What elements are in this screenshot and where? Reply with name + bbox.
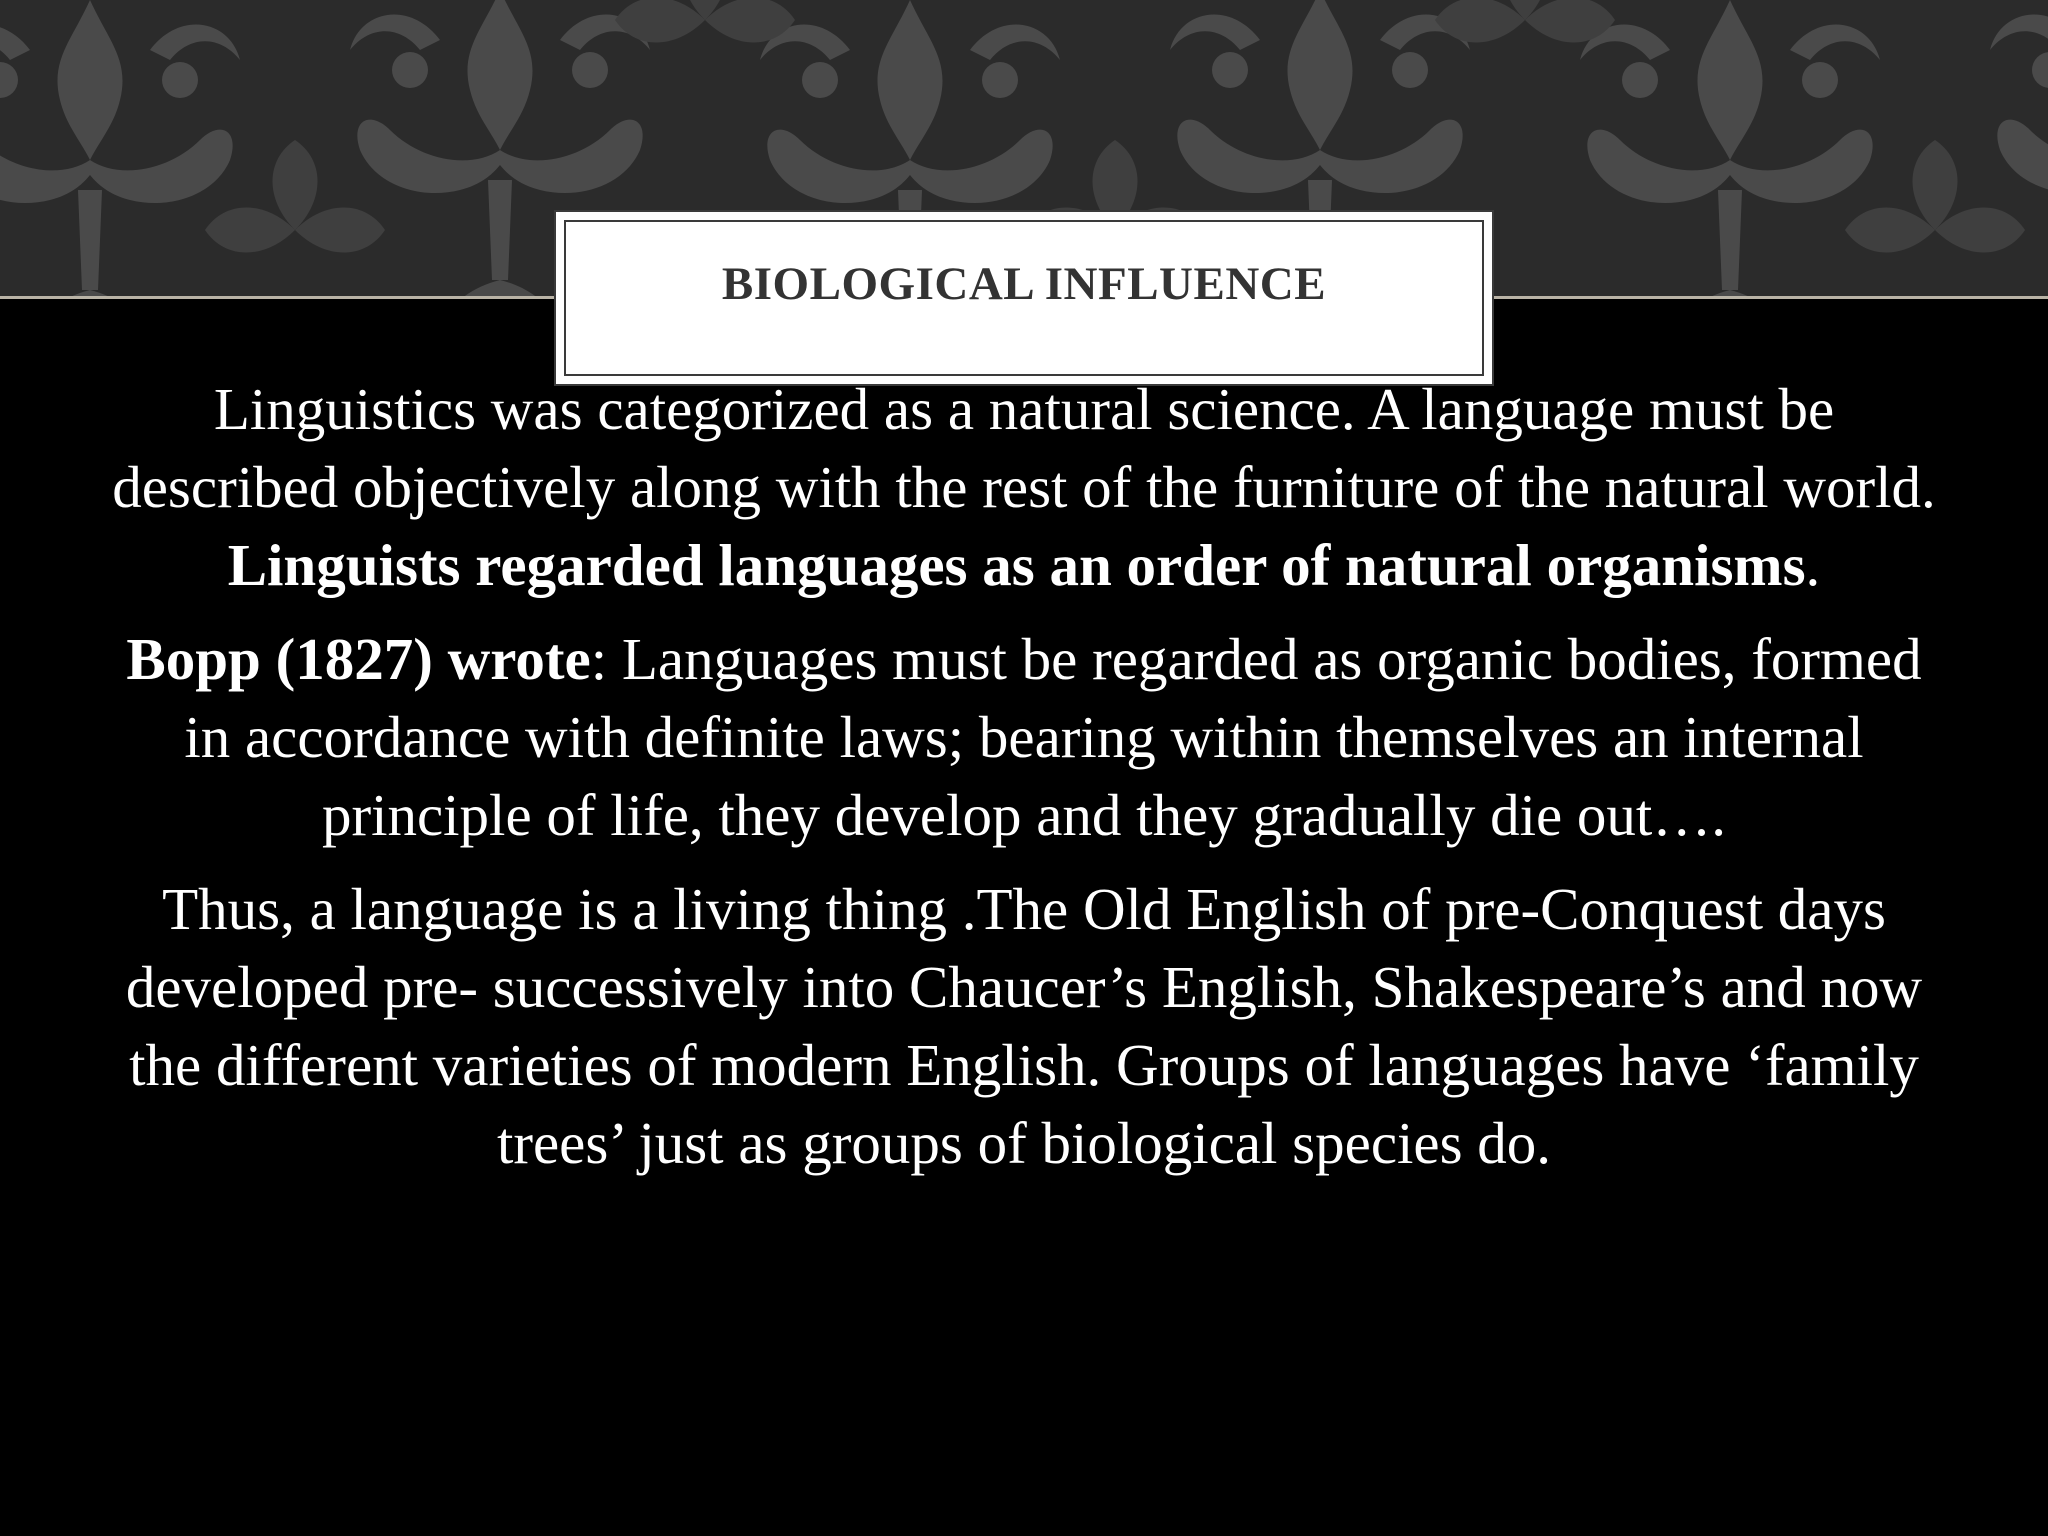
text-segment: . <box>1805 532 1821 598</box>
title-box <box>554 210 1494 386</box>
text-segment: Thus, a language is a living thing .The Old English of pre-Conquest days developed pre- successively into Chaucer’s English, Shakespeare’s and now the different varieties of modern English. Groups of languages have ‘family trees’ just as groups of biological species do. <box>125 876 1923 1176</box>
body-paragraph <box>100 870 1948 1182</box>
title-box-inner-frame <box>564 220 1484 376</box>
text-segment: : Languages must be regarded as organic bodies, formed in accordance with definite laws; bearing within themselves an internal principle of life, they develop and they gradually die out…. <box>184 626 1922 848</box>
text-segment: Linguistics was categorized as a natural science. A language must be described objectively along with the rest of the furniture of the natural world. <box>112 376 1936 520</box>
body-paragraph <box>100 620 1948 854</box>
bold-text-segment: Linguists regarded languages as an order of natural organisms <box>227 532 1806 598</box>
body-paragraph <box>100 370 1948 604</box>
slide-body <box>100 370 1948 1198</box>
bold-text-segment: Bopp (1827) wrote <box>126 626 591 692</box>
slide-title: BIOLOGICAL INFLUENCE <box>721 258 1327 310</box>
